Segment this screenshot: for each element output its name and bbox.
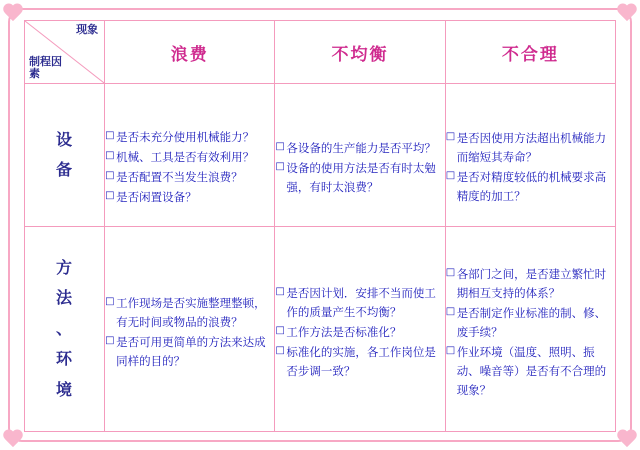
list-item: □ 工作方法是否标准化？ bbox=[275, 323, 444, 342]
row-header-char: 设 bbox=[56, 129, 74, 149]
list-item: □ 是否对精度较低的机械要求高精度的加工？ bbox=[446, 168, 615, 206]
heart-icon bbox=[616, 2, 638, 22]
table-header-row bbox=[25, 21, 616, 84]
row-header-char: 环 bbox=[56, 349, 74, 369]
heart-icon bbox=[2, 428, 24, 448]
row-header-char: 境 bbox=[56, 379, 74, 399]
axis-corner-cell bbox=[25, 21, 105, 84]
matrix-table-wrapper bbox=[24, 20, 616, 432]
list-item: □ 是否配置不当发生浪费？ bbox=[105, 168, 274, 187]
row-header-equipment bbox=[25, 84, 105, 227]
list-item: □ 是否未充分使用机械能力？ bbox=[105, 128, 274, 147]
list-item: □ 是否制定作业标准的制、修、废手续？ bbox=[446, 304, 615, 342]
table-row-method-environment bbox=[25, 227, 616, 432]
list-item: □ 是否可用更简单的方法来达成同样的目的？ bbox=[105, 333, 274, 371]
list-item: □ 是否因使用方法超出机械能力而缩短其寿命？ bbox=[446, 129, 615, 167]
row-header-char: 、 bbox=[56, 318, 74, 338]
row-header-char: 法 bbox=[56, 288, 74, 308]
cell-method-unbalanced bbox=[275, 227, 445, 432]
row-header-method-environment bbox=[25, 227, 105, 432]
heart-icon bbox=[2, 2, 24, 22]
table-row-equipment bbox=[25, 84, 616, 227]
list-item: □ 作业环境（温度、照明、振动、噪音等）是否有不合理的现象？ bbox=[446, 343, 615, 400]
row-header-char: 方 bbox=[56, 258, 74, 278]
list-item: □ 各部门之间，是否建立繁忙时期相互支持的体系？ bbox=[446, 265, 615, 303]
axis-column-label: 现象 bbox=[76, 23, 99, 36]
list-item: □ 标准化的实施，各工作岗位是否步调一致？ bbox=[275, 343, 444, 381]
heart-icon bbox=[616, 428, 638, 448]
cell-method-waste bbox=[105, 227, 275, 432]
list-item: □ 是否闲置设备？ bbox=[105, 188, 274, 207]
list-item: □ 工作现场是否实施整理整顿，有无时间或物品的浪费？ bbox=[105, 294, 274, 332]
list-item: □ 各设备的生产能力是否平均？ bbox=[275, 139, 444, 158]
list-item: □ 机械、工具是否有效利用？ bbox=[105, 148, 274, 167]
column-header-unbalanced: 不均衡 bbox=[275, 21, 445, 84]
cell-equipment-unbalanced bbox=[275, 84, 445, 227]
row-header-char: 备 bbox=[56, 160, 74, 180]
cell-equipment-unreasonable bbox=[445, 84, 615, 227]
column-header-unreasonable: 不合理 bbox=[445, 21, 615, 84]
cell-equipment-waste bbox=[105, 84, 275, 227]
cell-method-unreasonable bbox=[445, 227, 615, 432]
list-item: □ 是否因计划．安排不当而使工作的质量产生不均衡？ bbox=[275, 284, 444, 322]
analysis-matrix-table bbox=[24, 20, 616, 432]
axis-row-label: 制程因素 bbox=[29, 54, 62, 81]
list-item: □ 设备的使用方法是否有时太勉强，有时太浪费？ bbox=[275, 159, 444, 197]
column-header-waste: 浪费 bbox=[105, 21, 275, 84]
